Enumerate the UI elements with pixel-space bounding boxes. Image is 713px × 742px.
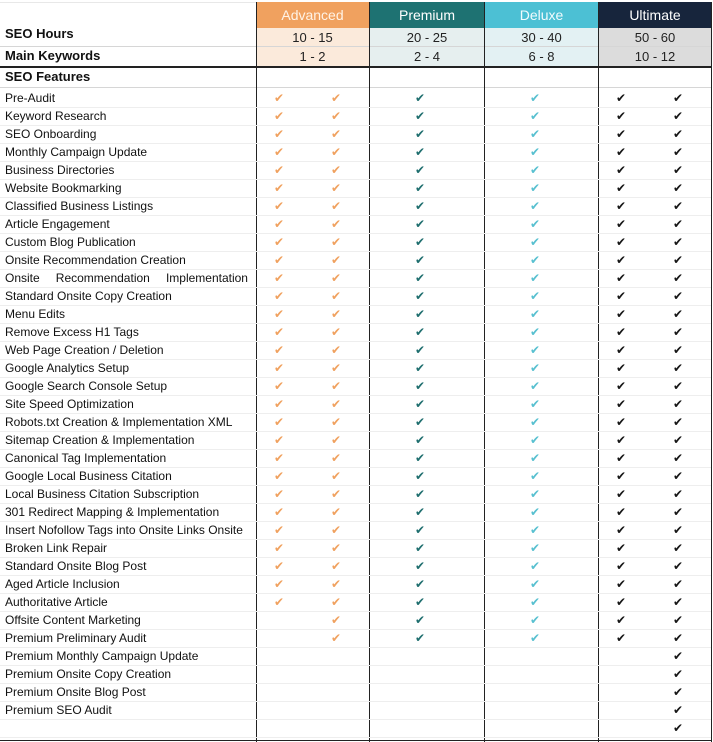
check-icon: ✔ <box>330 631 342 645</box>
feature-label: Sitemap Creation & Implementation <box>5 433 195 447</box>
feature-label: Aged Article Inclusion <box>5 577 120 591</box>
check-icon: ✔ <box>273 199 285 213</box>
check-icon: ✔ <box>672 163 684 177</box>
check-icon: ✔ <box>529 613 541 627</box>
check-icon: ✔ <box>529 127 541 141</box>
advanced-hours: 10 - 15 <box>292 30 333 45</box>
check-icon: ✔ <box>615 289 627 303</box>
check-icon: ✔ <box>615 487 627 501</box>
premium-keywords: 2 - 4 <box>413 49 440 64</box>
check-icon: ✔ <box>414 325 426 339</box>
feature-label: Premium Monthly Campaign Update <box>5 649 199 663</box>
check-icon: ✔ <box>672 595 684 609</box>
check-icon: ✔ <box>529 415 541 429</box>
feature-label: Web Page Creation / Deletion <box>5 343 164 357</box>
check-icon: ✔ <box>615 163 627 177</box>
check-icon: ✔ <box>672 235 684 249</box>
check-icon: ✔ <box>672 307 684 321</box>
check-icon: ✔ <box>672 253 684 267</box>
check-icon: ✔ <box>273 235 285 249</box>
check-icon: ✔ <box>273 217 285 231</box>
check-icon: ✔ <box>414 253 426 267</box>
check-icon: ✔ <box>414 217 426 231</box>
premium-hours: 20 - 25 <box>406 30 448 45</box>
check-icon: ✔ <box>529 325 541 339</box>
check-icon: ✔ <box>529 631 541 645</box>
check-icon: ✔ <box>615 361 627 375</box>
check-icon: ✔ <box>672 109 684 123</box>
feature-label: Classified Business Listings <box>5 199 154 213</box>
check-icon: ✔ <box>273 307 285 321</box>
check-icon: ✔ <box>414 199 426 213</box>
check-icon: ✔ <box>615 595 627 609</box>
check-icon: ✔ <box>672 577 684 591</box>
check-icon: ✔ <box>330 469 342 483</box>
check-icon: ✔ <box>529 91 541 105</box>
check-icon: ✔ <box>414 235 426 249</box>
check-icon: ✔ <box>672 613 684 627</box>
check-icon: ✔ <box>414 433 426 447</box>
check-icon: ✔ <box>529 163 541 177</box>
feature-label: Google Search Console Setup <box>5 379 168 393</box>
check-icon: ✔ <box>414 145 426 159</box>
check-icon: ✔ <box>414 577 426 591</box>
check-icon: ✔ <box>615 109 627 123</box>
check-icon: ✔ <box>414 181 426 195</box>
feature-label: Premium SEO Audit <box>5 703 112 717</box>
feature-label: Standard Onsite Blog Post <box>5 559 147 573</box>
check-icon: ✔ <box>414 523 426 537</box>
check-icon: ✔ <box>529 181 541 195</box>
check-icon: ✔ <box>672 127 684 141</box>
advanced-keywords: 1 - 2 <box>299 49 326 64</box>
feature-label: Premium Onsite Blog Post <box>5 685 146 699</box>
check-icon: ✔ <box>273 127 285 141</box>
feature-label-word: Onsite <box>5 271 40 285</box>
check-icon: ✔ <box>330 253 342 267</box>
check-icon: ✔ <box>615 181 627 195</box>
divider-hours <box>0 46 711 47</box>
check-icon: ✔ <box>615 541 627 555</box>
check-icon: ✔ <box>414 343 426 357</box>
check-icon: ✔ <box>672 379 684 393</box>
check-icon: ✔ <box>273 181 285 195</box>
check-icon: ✔ <box>273 487 285 501</box>
check-icon: ✔ <box>414 397 426 411</box>
check-icon: ✔ <box>330 595 342 609</box>
check-icon: ✔ <box>414 415 426 429</box>
check-icon: ✔ <box>414 631 426 645</box>
check-icon: ✔ <box>273 451 285 465</box>
check-icon: ✔ <box>414 91 426 105</box>
check-icon: ✔ <box>672 217 684 231</box>
check-icon: ✔ <box>672 631 684 645</box>
check-icon: ✔ <box>330 487 342 501</box>
check-icon: ✔ <box>414 289 426 303</box>
check-icon: ✔ <box>615 253 627 267</box>
check-icon: ✔ <box>414 469 426 483</box>
check-icon: ✔ <box>672 91 684 105</box>
column-divider <box>598 2 599 742</box>
check-icon: ✔ <box>273 523 285 537</box>
check-icon: ✔ <box>330 415 342 429</box>
right-border <box>711 2 712 742</box>
check-icon: ✔ <box>672 289 684 303</box>
check-icon: ✔ <box>330 379 342 393</box>
check-icon: ✔ <box>615 127 627 141</box>
check-icon: ✔ <box>672 199 684 213</box>
check-icon: ✔ <box>529 109 541 123</box>
check-icon: ✔ <box>330 181 342 195</box>
feature-label: Google Local Business Citation <box>5 469 172 483</box>
check-icon: ✔ <box>615 343 627 357</box>
check-icon: ✔ <box>529 343 541 357</box>
bottom-border <box>0 740 711 741</box>
check-icon: ✔ <box>414 379 426 393</box>
check-icon: ✔ <box>672 541 684 555</box>
check-icon: ✔ <box>330 343 342 357</box>
check-icon: ✔ <box>672 649 684 663</box>
check-icon: ✔ <box>330 433 342 447</box>
check-icon: ✔ <box>273 415 285 429</box>
check-icon: ✔ <box>672 145 684 159</box>
feature-label: Onsite Recommendation Creation <box>5 253 186 267</box>
check-icon: ✔ <box>273 433 285 447</box>
feature-label: Broken Link Repair <box>5 541 108 555</box>
check-icon: ✔ <box>615 307 627 321</box>
ultimate-keywords: 10 - 12 <box>634 49 676 64</box>
check-icon: ✔ <box>672 703 684 717</box>
plan-header-premium: Premium <box>370 2 484 28</box>
check-icon: ✔ <box>273 325 285 339</box>
check-icon: ✔ <box>672 433 684 447</box>
feature-label: Site Speed Optimization <box>5 397 134 411</box>
check-icon: ✔ <box>615 577 627 591</box>
column-divider <box>369 2 370 742</box>
check-icon: ✔ <box>330 307 342 321</box>
seo-features-label: SEO Features <box>5 69 91 84</box>
check-icon: ✔ <box>615 271 627 285</box>
check-icon: ✔ <box>414 613 426 627</box>
check-icon: ✔ <box>330 145 342 159</box>
check-icon: ✔ <box>414 487 426 501</box>
check-icon: ✔ <box>529 199 541 213</box>
check-icon: ✔ <box>330 289 342 303</box>
check-icon: ✔ <box>529 487 541 501</box>
column-divider <box>484 2 485 742</box>
plan-header-ultimate: Ultimate <box>599 2 711 28</box>
check-icon: ✔ <box>414 541 426 555</box>
plan-header-advanced: Advanced <box>256 2 369 28</box>
check-icon: ✔ <box>615 451 627 465</box>
feature-label: Standard Onsite Copy Creation <box>5 289 172 303</box>
seo-hours-label: SEO Hours <box>5 26 74 41</box>
check-icon: ✔ <box>330 613 342 627</box>
check-icon: ✔ <box>330 559 342 573</box>
check-icon: ✔ <box>615 199 627 213</box>
divider-keywords <box>0 66 711 68</box>
check-icon: ✔ <box>529 271 541 285</box>
check-icon: ✔ <box>414 307 426 321</box>
feature-label <box>5 269 248 287</box>
feature-label: Business Directories <box>5 163 115 177</box>
check-icon: ✔ <box>529 253 541 267</box>
check-icon: ✔ <box>529 397 541 411</box>
check-icon: ✔ <box>615 145 627 159</box>
check-icon: ✔ <box>615 217 627 231</box>
check-icon: ✔ <box>672 325 684 339</box>
check-icon: ✔ <box>273 505 285 519</box>
check-icon: ✔ <box>615 631 627 645</box>
check-icon: ✔ <box>529 559 541 573</box>
check-icon: ✔ <box>615 433 627 447</box>
check-icon: ✔ <box>529 379 541 393</box>
check-icon: ✔ <box>273 469 285 483</box>
plan-header-deluxe: Deluxe <box>485 2 598 28</box>
check-icon: ✔ <box>672 487 684 501</box>
check-icon: ✔ <box>615 559 627 573</box>
check-icon: ✔ <box>273 595 285 609</box>
check-icon: ✔ <box>529 505 541 519</box>
check-icon: ✔ <box>615 505 627 519</box>
check-icon: ✔ <box>273 577 285 591</box>
check-icon: ✔ <box>529 433 541 447</box>
main-keywords-label: Main Keywords <box>5 48 101 63</box>
check-icon: ✔ <box>273 91 285 105</box>
check-icon: ✔ <box>672 559 684 573</box>
check-icon: ✔ <box>273 541 285 555</box>
feature-label: Insert Nofollow Tags into Onsite Links Onsite <box>5 523 243 537</box>
check-icon: ✔ <box>615 415 627 429</box>
check-icon: ✔ <box>330 361 342 375</box>
feature-label: Menu Edits <box>5 307 66 321</box>
check-icon: ✔ <box>330 577 342 591</box>
check-icon: ✔ <box>414 451 426 465</box>
row-divider <box>0 719 711 720</box>
check-icon: ✔ <box>615 91 627 105</box>
check-icon: ✔ <box>414 361 426 375</box>
check-icon: ✔ <box>615 469 627 483</box>
feature-label: Keyword Research <box>5 109 107 123</box>
check-icon: ✔ <box>672 397 684 411</box>
check-icon: ✔ <box>330 505 342 519</box>
feature-label: Authoritative Article <box>5 595 108 609</box>
check-icon: ✔ <box>273 559 285 573</box>
feature-label: Pre-Audit <box>5 91 56 105</box>
check-icon: ✔ <box>330 127 342 141</box>
check-icon: ✔ <box>273 289 285 303</box>
check-icon: ✔ <box>529 145 541 159</box>
check-icon: ✔ <box>273 145 285 159</box>
feature-label: Article Engagement <box>5 217 110 231</box>
check-icon: ✔ <box>529 217 541 231</box>
feature-label: Google Analytics Setup <box>5 361 130 375</box>
feature-label: SEO Onboarding <box>5 127 97 141</box>
check-icon: ✔ <box>330 271 342 285</box>
check-icon: ✔ <box>529 307 541 321</box>
check-icon: ✔ <box>672 505 684 519</box>
check-icon: ✔ <box>330 109 342 123</box>
check-icon: ✔ <box>615 379 627 393</box>
check-icon: ✔ <box>330 451 342 465</box>
check-icon: ✔ <box>672 343 684 357</box>
check-icon: ✔ <box>672 451 684 465</box>
ultimate-hours: 50 - 60 <box>634 30 676 45</box>
feature-label: Local Business Citation Subscription <box>5 487 200 501</box>
deluxe-keywords: 6 - 8 <box>528 49 555 64</box>
check-icon: ✔ <box>273 253 285 267</box>
check-icon: ✔ <box>529 577 541 591</box>
feature-label-word: Implementation <box>165 271 248 285</box>
check-icon: ✔ <box>330 325 342 339</box>
row-divider <box>0 305 711 306</box>
check-icon: ✔ <box>529 361 541 375</box>
check-icon: ✔ <box>414 271 426 285</box>
check-icon: ✔ <box>414 595 426 609</box>
feature-label: Canonical Tag Implementation <box>5 451 167 465</box>
check-icon: ✔ <box>273 163 285 177</box>
feature-label: Website Bookmarking <box>5 181 122 195</box>
row-divider <box>0 107 711 108</box>
check-icon: ✔ <box>273 379 285 393</box>
check-icon: ✔ <box>615 235 627 249</box>
check-icon: ✔ <box>330 541 342 555</box>
row-divider <box>0 737 711 738</box>
check-icon: ✔ <box>672 181 684 195</box>
check-icon: ✔ <box>615 325 627 339</box>
check-icon: ✔ <box>273 361 285 375</box>
check-icon: ✔ <box>672 523 684 537</box>
deluxe-hours: 30 - 40 <box>521 30 562 45</box>
check-icon: ✔ <box>529 451 541 465</box>
check-icon: ✔ <box>672 667 684 681</box>
check-icon: ✔ <box>529 469 541 483</box>
check-icon: ✔ <box>672 721 684 735</box>
check-icon: ✔ <box>330 199 342 213</box>
check-icon: ✔ <box>330 397 342 411</box>
feature-label: Premium Preliminary Audit <box>5 631 147 645</box>
check-icon: ✔ <box>330 163 342 177</box>
check-icon: ✔ <box>330 235 342 249</box>
top-border <box>0 2 256 3</box>
check-icon: ✔ <box>330 91 342 105</box>
check-icon: ✔ <box>672 271 684 285</box>
feature-label: Offsite Content Marketing <box>5 613 141 627</box>
check-icon: ✔ <box>615 523 627 537</box>
column-divider <box>256 2 257 742</box>
divider-features <box>0 87 711 88</box>
check-icon: ✔ <box>273 343 285 357</box>
check-icon: ✔ <box>330 217 342 231</box>
check-icon: ✔ <box>615 397 627 411</box>
check-icon: ✔ <box>273 109 285 123</box>
feature-label: Custom Blog Publication <box>5 235 136 249</box>
check-icon: ✔ <box>529 235 541 249</box>
check-icon: ✔ <box>529 523 541 537</box>
check-icon: ✔ <box>672 469 684 483</box>
feature-label: 301 Redirect Mapping & Implementation <box>5 505 220 519</box>
check-icon: ✔ <box>273 271 285 285</box>
check-icon: ✔ <box>414 163 426 177</box>
check-icon: ✔ <box>414 109 426 123</box>
feature-label: Remove Excess H1 Tags <box>5 325 139 339</box>
feature-label: Robots.txt Creation & Implementation XML <box>5 415 233 429</box>
check-icon: ✔ <box>414 505 426 519</box>
check-icon: ✔ <box>529 595 541 609</box>
check-icon: ✔ <box>330 523 342 537</box>
check-icon: ✔ <box>672 361 684 375</box>
feature-label-word: Recommendation <box>55 271 150 285</box>
row-divider <box>0 125 711 126</box>
feature-label: Premium Onsite Copy Creation <box>5 667 172 681</box>
check-icon: ✔ <box>672 415 684 429</box>
check-icon: ✔ <box>414 559 426 573</box>
check-icon: ✔ <box>414 127 426 141</box>
check-icon: ✔ <box>672 685 684 699</box>
check-icon: ✔ <box>529 541 541 555</box>
check-icon: ✔ <box>273 397 285 411</box>
feature-label: Monthly Campaign Update <box>5 145 148 159</box>
check-icon: ✔ <box>529 289 541 303</box>
check-icon: ✔ <box>615 613 627 627</box>
